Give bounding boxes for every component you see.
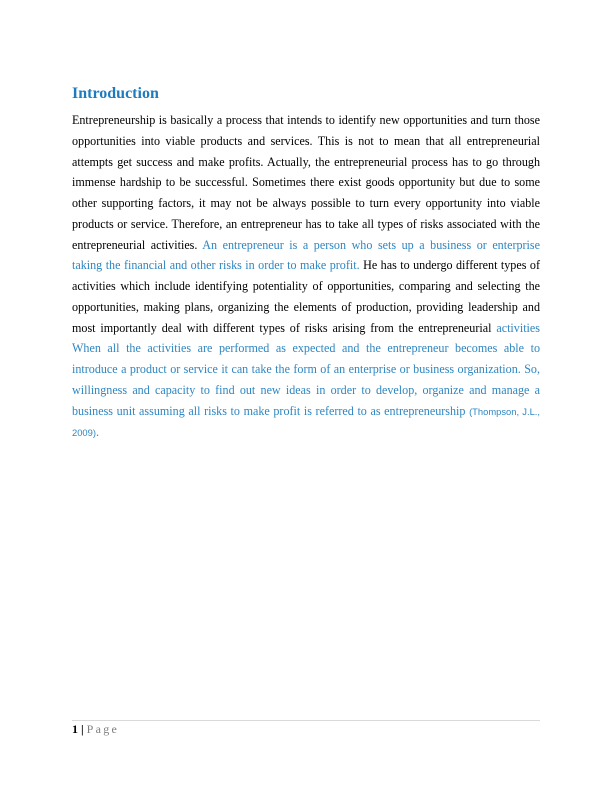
- footer-separator: |: [81, 722, 84, 736]
- section-heading: Introduction: [72, 85, 159, 102]
- paragraph-run-definition: An entrepreneur is a person who sets up a business or enterprise taking the financial and other risks in order to make profit.: [72, 237, 540, 273]
- paragraph-run-plain-1: Entrepreneurship is basically a process that intends to identify new opportunities and turn those opportunities into viable products and services. This is not to mean that all entrepreneurial attempts get success and make profits. Actually, the entrepreneurial process has to go through immense hardship to be successful. Sometimes there exist goods opportunity but due to some other supporting factors, it may not be always possible to turn every opportunity into viable products or service. Therefore, an entrepreneur has to take all types of risks associated with the entrepreneurial activities.: [72, 113, 540, 252]
- citation: (Thompson, J.L., 2009): [72, 405, 541, 439]
- paragraph-end-period: .: [95, 425, 100, 440]
- page-number: 1: [72, 722, 78, 736]
- page-footer: [72, 721, 119, 737]
- paragraph-run-plain-2: He has to undergo different types of activities which include identifying potentiality of opportunities, comparing and selecting the opportunities, making plans, organizing the elements of production, providing leadership and most importantly deal with different types of risks arising from the entrepreneurial: [72, 258, 540, 335]
- paragraph-run-highlight: activities When all the activities are performed as expected and the entrepreneur becomes able to introduce a product or service it can take the form of an enterprise or business organization. So, willingness and capacity to find out new ideas in order to develop, organize and manage a business unit assuming all risks to make profit is referred to as entrepreneurship: [72, 320, 540, 418]
- page-label: Page: [86, 722, 120, 736]
- footer-divider: [72, 720, 540, 721]
- introduction-paragraph: [72, 110, 540, 444]
